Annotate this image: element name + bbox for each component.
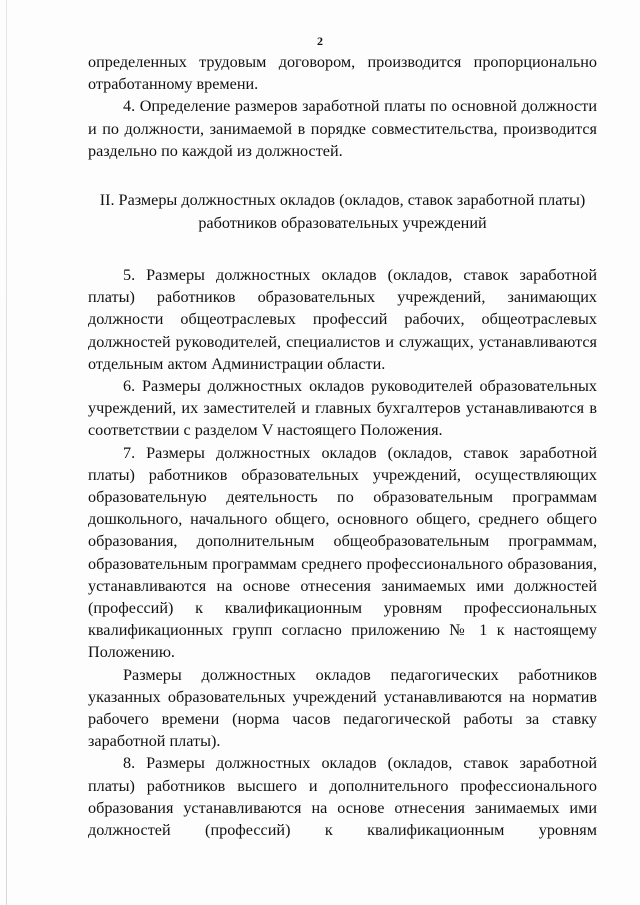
section-heading-line-2: работников образовательных учреждений (198, 213, 487, 232)
page-number: 2 (317, 34, 323, 48)
paragraph-continuation: определенных трудовым договором, производится пропорционально отработанному времени. (88, 53, 597, 94)
document-body (88, 51, 597, 841)
section-heading-line-1: II. Размеры должностных окладов (окладов, ставок заработной платы) (99, 191, 586, 210)
paragraph-7: 7. Размеры должностных окладов (окладов, ставок заработной платы) работников образовательных учреждений, осуществляющих образовательную деятельность по образовательным программам дошкольного, начального общего, основного общего, среднего общего образования, дополнительным общеобразовательным программам, образовательным программам среднего профессионального образования, устанавливаются на основе отнесения занимаемых ими должностей (профессий) к квалификационным уровням профессиональных квалификационных групп согласно приложению № 1 к настоящему Положению. (88, 443, 597, 662)
paragraph-6: 6. Размеры должностных окладов руководителей образовательных учреждений, их заместителей и главных бухгалтеров устанавливаются в соответствии с разделом V настоящего Положения. (88, 377, 597, 440)
paragraph-8: 8. Размеры должностных окладов (окладов, ставок заработной платы) работников высшего и дополнительного профессионального образования устанавливаются на основе отнесения занимаемых ими должностей (профессий) к квалификационным уровням (88, 754, 597, 840)
scan-edge (6, 0, 7, 905)
paragraph-7-continued: Размеры должностных окладов педагогических работников указанных образовательных учреждений устанавливаются на норматив рабочего времени (норма часов педагогической работы за ставку заработной платы). (88, 665, 597, 751)
paragraph-5: 5. Размеры должностных окладов (окладов, ставок заработной платы) работников образовательных учреждений, занимающих должности общеотраслевых профессий рабочих, общеотраслевых должностей руководителей, специалистов и служащих, устанавливаются отдельным актом Администрации области. (88, 266, 597, 373)
paragraph-4: 4. Определение размеров заработной платы по основной должности и по должности, занимаемой в порядке совместительства, производится раздельно по каждой из должностей. (88, 97, 597, 160)
section-heading (88, 189, 597, 234)
